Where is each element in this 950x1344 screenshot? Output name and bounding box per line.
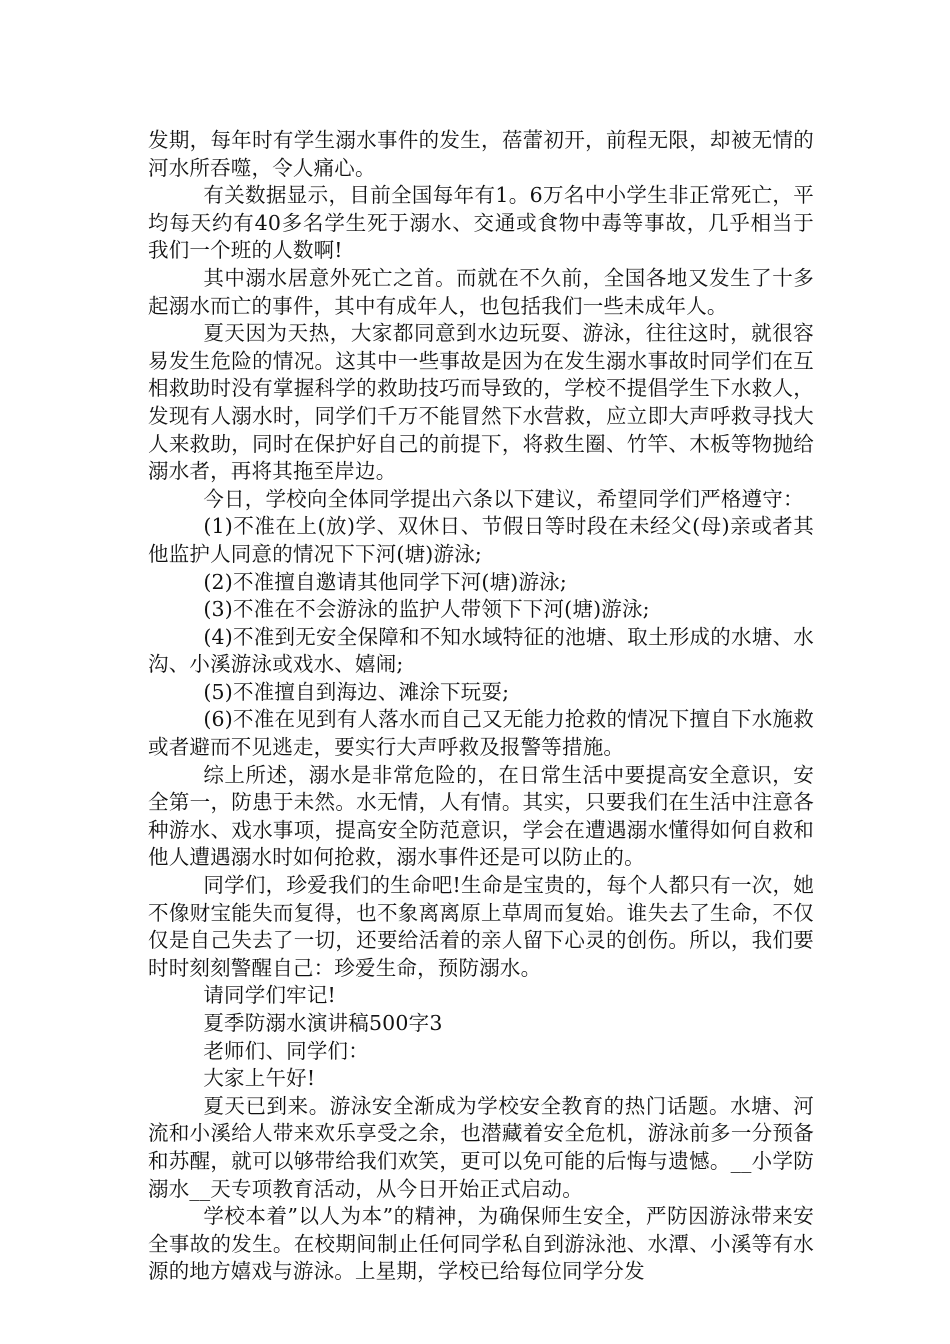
paragraph: 有关数据显示，目前全国每年有1。6万名中小学生非正常死亡，平均每天约有40多名学生死于溺水、交通或食物中毒等事故，几乎相当于我们一个班的人数啊! — [148, 183, 814, 263]
rule-item-3: (3)不准在不会游泳的监护人带领下下河(塘)游泳; — [203, 597, 650, 622]
paragraph: 综上所述，溺水是非常危险的，在日常生活中要提高安全意识，安全第一，防患于未然。水无情，人有情。其实，只要我们在生活中注意各种游水、戏水事项，提高安全防范意识，学会在遭遇溺水懂得如何自救和他人遭遇溺水时如何抢救，溺水事件还是可以防止的。 — [148, 762, 814, 870]
rule-item-4: (4)不准到无安全保障和不知水域特征的池塘、取土形成的水塘、水沟、小溪游泳或戏水、嬉闹; — [148, 624, 814, 677]
rule-item-5: (5)不准擅自到海边、滩涂下玩耍; — [203, 679, 510, 704]
paragraph: 夏天因为天热，大家都同意到水边玩耍、游泳，往往这时，就很容易发生危险的情况。这其中一些事故是因为在发生溺水事故时同学们在互相救助时没有掌握科学的救助技巧而导致的，学校不提倡学生下水救人，发现有人溺水时，同学们千万不能冒然下水营救，应立即大声呼救寻找大人来救助，同时在保护好自己的前提下，将救生圈、竹竿、木板等物抛给溺水者，再将其拖至岸边。 — [148, 321, 814, 484]
salutation: 老师们、同学们： — [203, 1038, 369, 1063]
paragraph: 学校本着”以人为本”的精神，为确保师生安全，严防因游泳带来安全事故的发生。在校期间制止任何同学私自到游泳池、水潭、小溪等有水源的地方嬉戏与游泳。上星期，学校已给每位同学分发 — [148, 1204, 814, 1284]
paragraph: 同学们，珍爱我们的生命吧!生命是宝贵的，每个人都只有一次，她不像财宝能失而复得，也不象离离原上草周而复始。谁失去了生命，不仅仅是自己失去了一切，还要给活着的亲人留下心灵的创伤。所以，我们要时时刻刻警醒自己：珍爱生命，预防溺水。 — [148, 873, 814, 980]
greeting: 大家上午好! — [203, 1066, 316, 1091]
rule-item-1: (1)不准在上(放)学、双休日、节假日等时段在未经父(母)亲或者其他监护人同意的情况下下河(塘)游泳; — [148, 514, 814, 566]
rule-item-6: (6)不准在见到有人落水而自己又无能力抢救的情况下擅自下水施救或者避而不见逃走，要实行大声呼救及报警等措施。 — [148, 707, 814, 760]
rule-item-2: (2)不准擅自邀请其他同学下河(塘)游泳; — [203, 569, 567, 594]
paragraph: 今日，学校向全体同学提出六条以下建议，希望同学们严格遵守： — [203, 486, 804, 511]
paragraph: 其中溺水居意外死亡之首。而就在不久前，全国各地又发生了十多起溺水而亡的事件，其中有成年人，也包括我们一些未成年人。 — [148, 265, 814, 318]
paragraph: 夏天已到来。游泳安全渐成为学校安全教育的热门话题。水塘、河流和小溪给人带来欢乐享受之余，也潜藏着安全危机，游泳前多一分预备和苏醒，就可以够带给我们欢笑，更可以免可能的后悔与遗憾。__小学防溺水__天专项教育活动，从今日开始正式启动。 — [148, 1093, 814, 1201]
paragraph: 发期，每年时有学生溺水事件的发生，蓓蕾初开，前程无限，却被无情的河水所吞噬，令人痛心。 — [148, 128, 814, 180]
section-heading: 夏季防溺水演讲稿500字3 — [203, 1011, 443, 1035]
closing-line: 请同学们牢记! — [203, 983, 336, 1008]
document-body — [148, 127, 814, 1286]
